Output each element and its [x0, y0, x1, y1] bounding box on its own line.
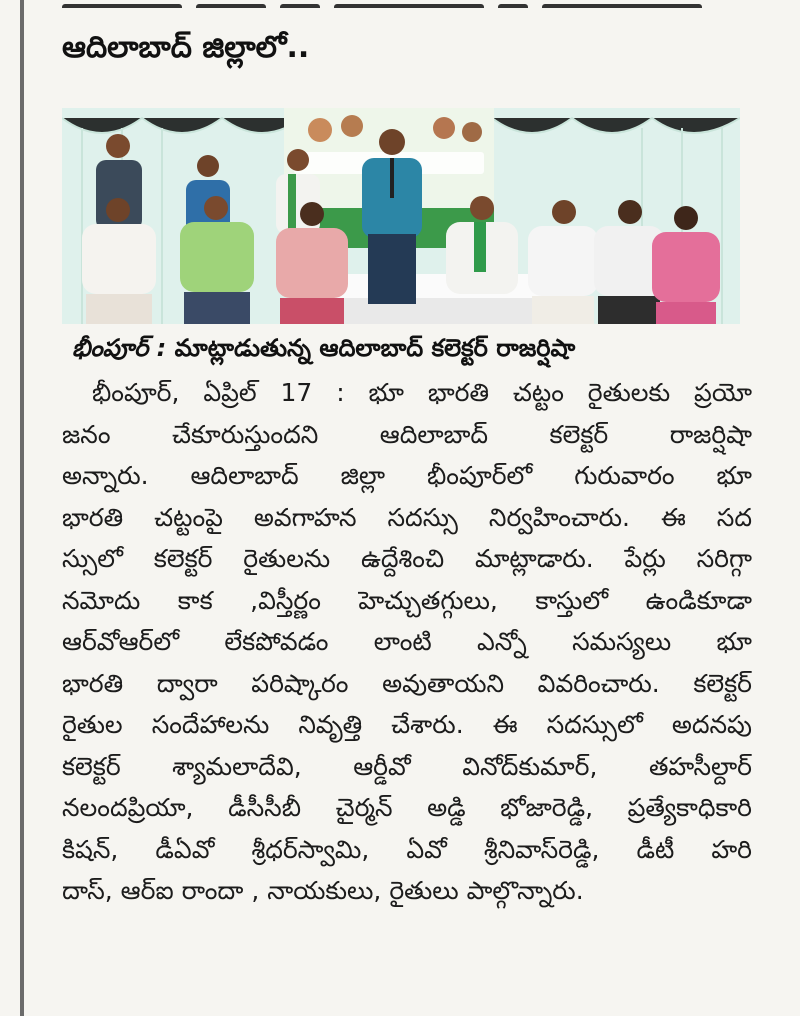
photo-caption — [72, 334, 740, 368]
article-line: భీంపూర్, ఏప్రిల్ 17 : భూ భారతి చట్టం రైతులకు ప్రయో — [92, 378, 752, 407]
article-line: నమోదు కాక ,విస్తీర్ణం హెచ్చుతగ్గులు, కాస్తులో ఉండికూడా — [62, 585, 752, 615]
caption-text: మాట్లాడుతున్న ఆదిలాబాద్ కలెక్టర్ రాజర్షిషా — [174, 334, 576, 362]
article-line: ఆర్‌వోఆర్‌లో లేకపోవడం లాంటి ఎన్నో సమస్యలు భూ — [62, 627, 752, 656]
article-line: రైతుల సందేహాలను నివృత్తి చేశారు. ఈ సదస్సులో అదనపు — [62, 710, 752, 739]
article-line: జనం చేకూరుస్తుందని ఆదిలాబాద్ కలెక్టర్ రాజర్షిషా — [62, 419, 752, 449]
article-line: భారతి చట్టంపై అవగాహన సదస్సు నిర్వహించారు. ఈ సద — [62, 502, 752, 532]
column-rule — [20, 0, 24, 1016]
news-photo — [62, 108, 740, 324]
article-line: కిషన్, డీఏవో శ్రీధర్‌స్వామి, ఏవో శ్రీనివాస్‌రెడ్డి, డీటీ హరి — [62, 834, 752, 864]
section-headline: ఆదిలాబాద్ జిల్లాలో.. — [62, 30, 310, 65]
article-line: స్సులో కలెక్టర్ రైతులను ఉద్దేశించి మాట్లాడారు. పేర్లు సరిగ్గా — [62, 544, 752, 573]
caption-location: భీంపూర్ : — [72, 334, 167, 362]
article-line: నలందప్రియా, డీసీసీబీ చైర్మన్ అడ్డి భోజారెడ్డి, ప్రత్యేకాధికారి — [62, 793, 752, 822]
cropped-previous-line — [62, 0, 722, 8]
article-line: అన్నారు. ఆదిలాబాద్ జిల్లా భీంపూర్‌లో గురువారం భూ — [62, 461, 752, 490]
article-body — [62, 372, 752, 912]
article-line: కలెక్టర్ శ్యామలాదేవి, ఆర్డీవో వినోద్‌కుమార్, తహసీల్దార్ — [62, 751, 752, 781]
article-line: దాస్, ఆర్‌ఐ రాందా , నాయకులు, రైతులు పాల్గొన్నారు. — [62, 876, 584, 905]
article-line: భారతి ద్వారా పరిష్కారం అవుతాయని వివరించారు. కలెక్టర్ — [62, 668, 752, 698]
